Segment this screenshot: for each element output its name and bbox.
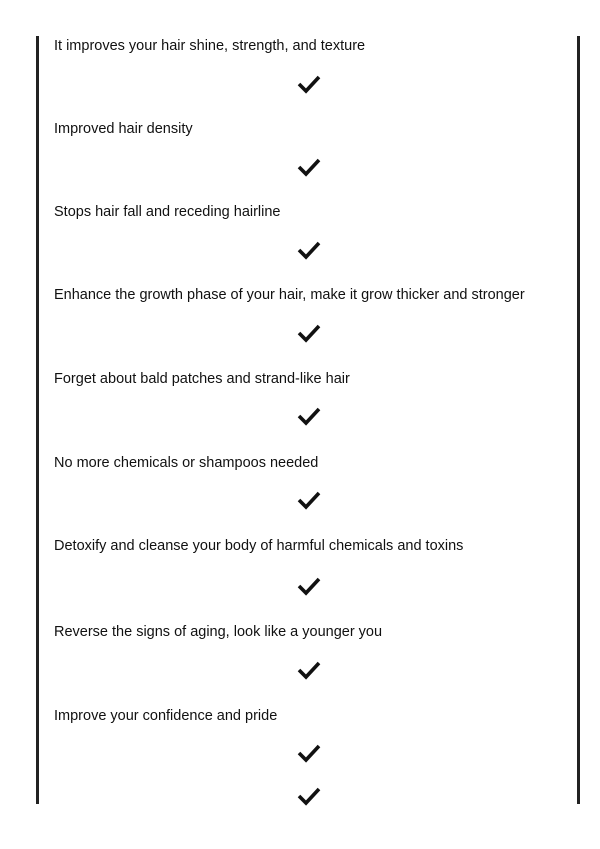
benefit-text: Stops hair fall and receding hairline (54, 204, 281, 220)
benefit-text: Improved hair density (54, 121, 193, 137)
benefit-text: Enhance the growth phase of your hair, make it grow thicker and stronger (54, 287, 525, 303)
checkmark-icon (297, 743, 321, 763)
checkmark-icon (297, 74, 321, 94)
right-border-line (577, 36, 580, 804)
checkmark-icon (297, 576, 321, 596)
left-border-line (36, 36, 39, 804)
checkmark-icon (297, 323, 321, 343)
benefit-text: It improves your hair shine, strength, and texture (54, 38, 366, 54)
benefit-text: Improve your confidence and pride (54, 708, 278, 724)
benefit-text: Forget about bald patches and strand-like hair (54, 371, 350, 387)
checkmark-icon (297, 490, 321, 510)
benefit-text: No more chemicals or shampoos needed (54, 455, 319, 471)
trailing-checkmark-icon (297, 786, 321, 806)
checkmark-icon (297, 157, 321, 177)
checkmark-icon (297, 406, 321, 426)
checkmark-icon (297, 240, 321, 260)
checkmark-icon (297, 660, 321, 680)
benefit-text: Reverse the signs of aging, look like a younger you (54, 624, 383, 640)
benefit-text: Detoxify and cleanse your body of harmful chemicals and toxins (54, 538, 464, 554)
